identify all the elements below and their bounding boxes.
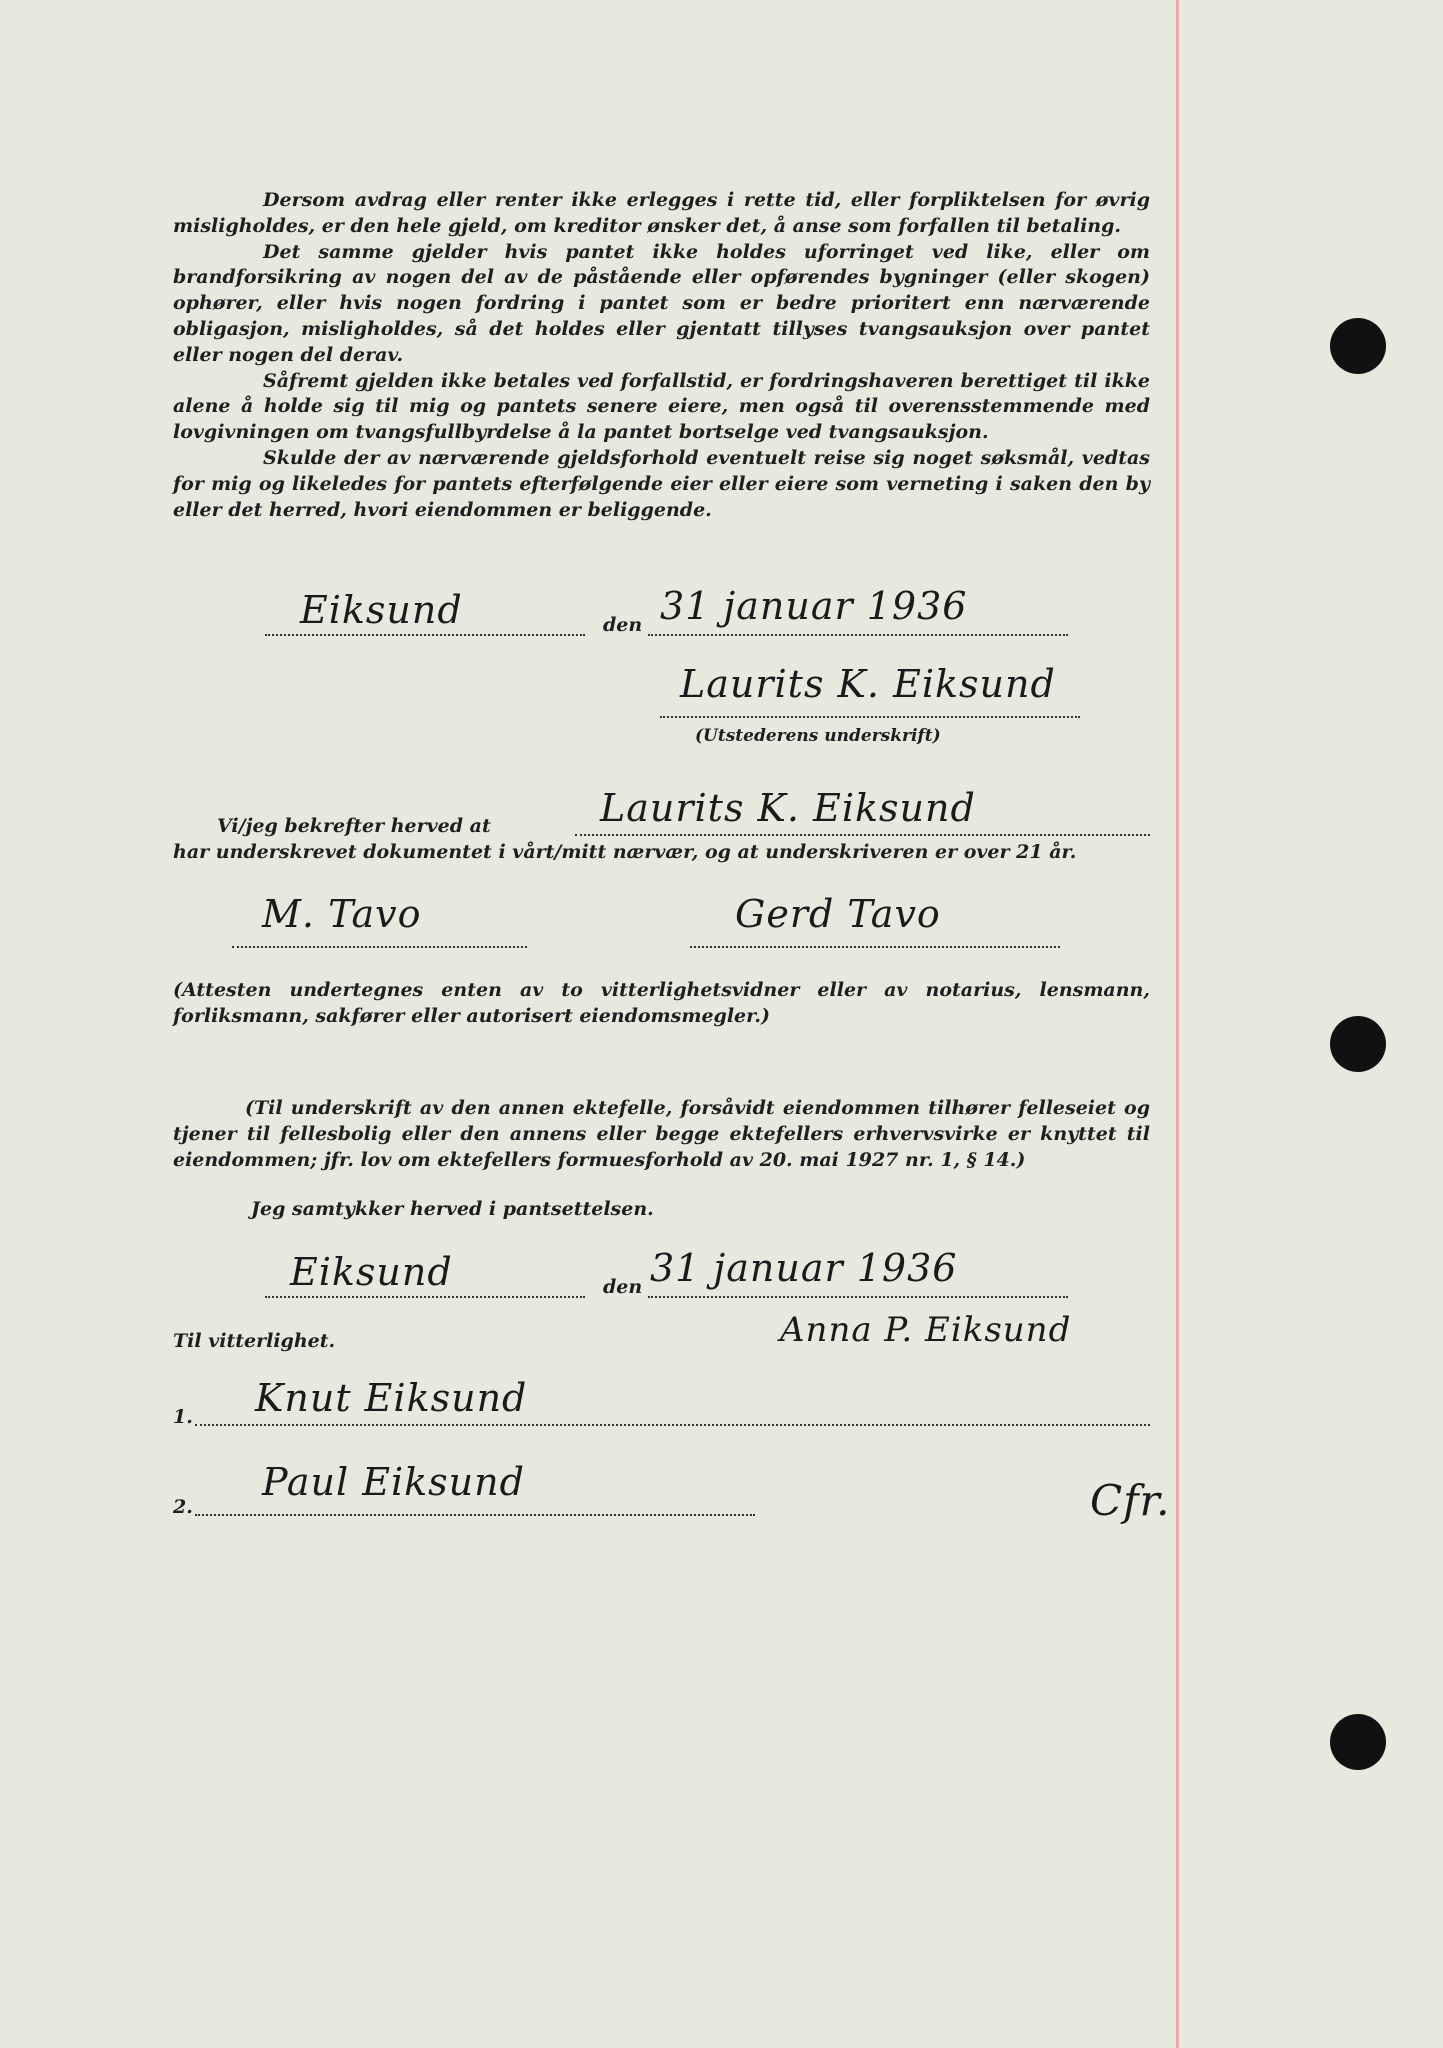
- terms-paragraph: Skulde der av nærværende gjeldsforhold eventuelt reise sig noget søksmål, vedtas for mig og likeledes for pantets efterfølgende eier eller eiere som verneting i saken den by eller det herred, hvori eiendommen er beliggende.: [173, 446, 1150, 521]
- witness-signature-2: Gerd Tavo: [735, 892, 941, 936]
- issue-place: Eiksund: [300, 588, 463, 632]
- witness-number-1: 1.: [173, 1406, 193, 1428]
- spouse-den-label: den: [603, 1276, 643, 1298]
- spouse-place: Eiksund: [290, 1250, 453, 1294]
- witness-line-1: [232, 946, 527, 948]
- terms-paragraph: Dersom avdrag eller renter ikke erlegges i rette tid, eller forpliktelsen for øvrig misligholdes, er den hele gjeld, om kreditor ønsker det, å anse som forfallen til betaling.: [173, 189, 1150, 237]
- attest-note-text: (Attesten undertegnes enten av to vitterlighetsvidner eller av notarius, lensmann, forliksmann, sakfører eller autorisert eiendomsmegler.): [173, 979, 1150, 1027]
- witness-line-2: [690, 946, 1060, 948]
- attest-note: [173, 978, 1150, 1030]
- spouse-date: 31 januar 1936: [650, 1246, 958, 1290]
- issue-date: 31 januar 1936: [660, 584, 968, 628]
- terms-text: [173, 188, 1150, 523]
- confirm-text: har underskrevet dokumentet i vårt/mitt nærvær, og at underskriveren er over 21 år.: [173, 841, 1077, 863]
- place-line: [265, 634, 585, 636]
- terms-paragraph: Såfremt gjelden ikke betales ved forfallstid, er fordringshaveren berettiget til ikke alene å holde sig til mig og pantets senere eiere, men også til overensstemmende med lovgivningen om tvangsfullbyrdelse å la pantet bortselge ved tvangsauksjon.: [173, 369, 1150, 444]
- confirm-name: Laurits K. Eiksund: [600, 786, 976, 830]
- issuer-signature: Laurits K. Eiksund: [680, 662, 1056, 706]
- margin-line: [1176, 0, 1179, 2048]
- spouse-note-text: (Til underskrift av den annen ektefelle, forsåvidt eiendommen tilhører felleseiet og tjener til fellesbolig eller den annens eller begge ektefellers erhvervsvirke er knyttet til eiendommen; jfr. lov om ektefellers formuesforhold av 20. mai 1927 nr. 1, § 14.): [173, 1097, 1150, 1171]
- punch-hole-top: [1330, 318, 1386, 374]
- confirm-name-line: [575, 834, 1150, 836]
- signature-caption: (Utstederens underskrift): [695, 726, 941, 746]
- witness-number-2: 2.: [173, 1496, 193, 1518]
- vitterlighet-line-1: [195, 1424, 1150, 1426]
- terms-paragraph: Det samme gjelder hvis pantet ikke holdes uforringet ved like, eller om brandforsikring av nogen del av de påstående eller opførendes bygninger (eller skogen) ophører, eller hvis nogen fordring i pantet som er bedre prioritert enn nærværende obligasjon, misligholdes, så det holdes eller gjentatt tillyses tvangsauksjon over pantet eller nogen del derav.: [173, 240, 1150, 366]
- cfr-mark: Cfr.: [1090, 1476, 1171, 1525]
- spouse-signature: Anna P. Eiksund: [780, 1310, 1072, 1350]
- spouse-date-line: [648, 1296, 1068, 1298]
- vitterlighet-label: Til vitterlighet.: [173, 1330, 336, 1352]
- vitterlighet-name-1: Knut Eiksund: [255, 1376, 528, 1420]
- vitterlighet-line-2: [195, 1514, 755, 1516]
- vitterlighet-name-2: Paul Eiksund: [262, 1460, 525, 1504]
- witness-signature-1: M. Tavo: [262, 892, 422, 936]
- consent-text: Jeg samtykker herved i pantsettelsen.: [251, 1198, 654, 1220]
- spouse-place-line: [265, 1296, 585, 1298]
- confirm-lead: Vi/jeg bekrefter herved at: [217, 815, 491, 837]
- spouse-note: [173, 1096, 1150, 1173]
- punch-hole-middle: [1330, 1016, 1386, 1072]
- date-line: [648, 634, 1068, 636]
- den-label: den: [603, 614, 643, 636]
- signature-line: [660, 716, 1080, 718]
- punch-hole-bottom: [1330, 1714, 1386, 1770]
